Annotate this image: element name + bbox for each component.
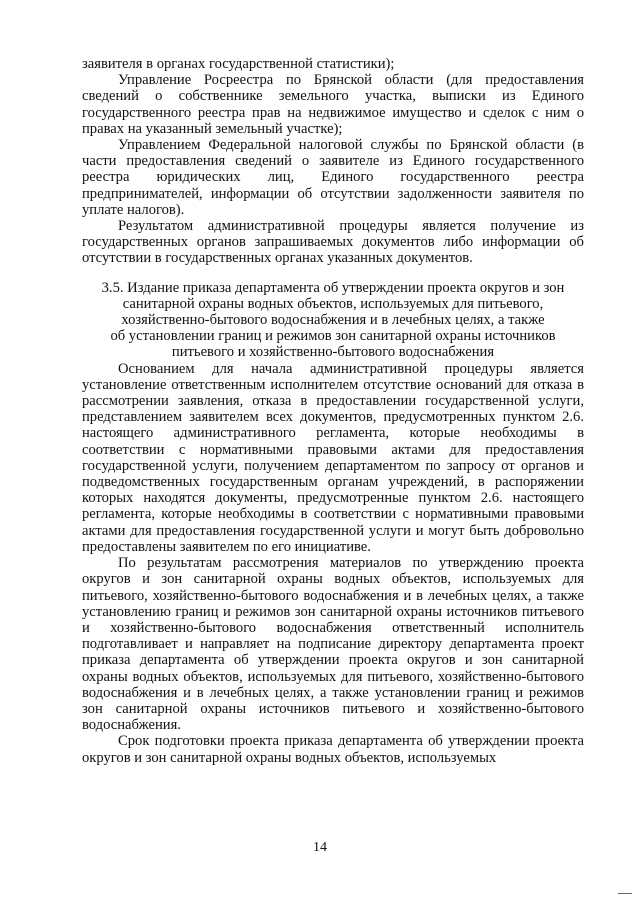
paragraph-deadline: Срок подготовки проекта приказа департамента об утверждении проекта округов и зон санитарной охраны водных объектов, используемых — [82, 733, 584, 766]
paragraph-review-results: По результатам рассмотрения материалов по утверждению проекта округов и зон санитарной охраны водных объектов, используемых для питьевого, хозяйственно-бытового водоснабжения и в лечебных целях, а также установлению границ и режимов зон санитарной охраны источников питьевого и хозяйственно-бытового водоснабжения ответственный исполнитель подготавливает и направляет на подписание директору департамента проект приказа департамента об утверждении проекта округов и зон санитарной охраны водных объектов, используемых для питьевого, хозяйственно-бытового водоснабжения и в лечебных целях, а также установлении границ и режимов зон санитарной охраны источников питьевого и хозяйственно-бытового водоснабжения. — [82, 555, 584, 734]
section-heading — [82, 280, 584, 361]
corner-mark — [618, 893, 632, 894]
section-heading-line: 3.5. Издание приказа департамента об утверждении проекта округов и зон — [101, 279, 565, 296]
paragraph-continuation: заявителя в органах государственной статистики); — [82, 56, 395, 72]
document-page — [82, 56, 584, 766]
paragraph-rosreestr: Управление Росреестра по Брянской области (для предоставления сведений о собственнике земельного участка, выписки из Единого государственного реестра прав на недвижимое имущество и сделок с ним о правах на указанный земельный участке); — [82, 72, 584, 137]
paragraph-tax-service: Управлением Федеральной налоговой службы по Брянской области (в части предоставления сведений о заявителе из Единого государственного реестра юридических лиц, Единого государственного реестра предпринимателей, информации об отсутствии задолженности заявителя по уплате налогов). — [82, 137, 584, 218]
section-heading-line: хозяйственно-бытового водоснабжения и в лечебных целях, а также — [121, 312, 545, 329]
section-heading-line: об установлении границ и режимов зон санитарной охраны источников — [110, 328, 556, 345]
paragraph-basis: Основанием для начала административной процедуры является установление ответственным исполнителем отсутствие оснований для отказа в рассмотрении заявления, отказа в предоставлении государственной услуги, представлением заявителем всех документов, предусмотренных пунктом 2.6. настоящего административного регламента, которые необходимы в соответствии с нормативными правовыми актами для предоставления государственной услуги, получением департаментом по запросу от органов и подведомственных государственным органам учреждений, в распоряжении которых находятся документы, предусмотренные пунктом 2.6. настоящего регламента, которые необходимы в соответствии с нормативными правовыми актами для предоставления государственной услуги и могут быть добровольно предоставлены заявителем по его инициативе. — [82, 360, 584, 555]
paragraph-result: Результатом административной процедуры является получение из государственных органов запрашиваемых документов либо информации об отсутствии в государственных органах указанных документов. — [82, 218, 584, 267]
section-heading-line: санитарной охраны водных объектов, используемых для питьевого, — [122, 295, 544, 312]
section-heading-line: питьевого и хозяйственно-бытового водоснабжения — [171, 344, 495, 361]
page-number: 14 — [313, 840, 327, 855]
